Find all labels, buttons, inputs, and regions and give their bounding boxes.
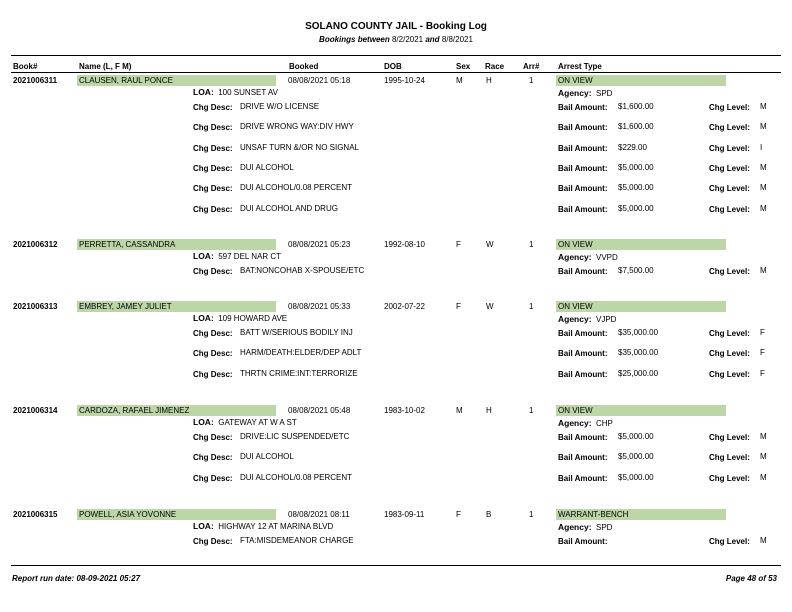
inmate-name: CARDOZA, RAFAEL JIMENEZ	[79, 406, 190, 415]
race: H	[486, 406, 492, 415]
agency	[558, 522, 612, 532]
booked-datetime: 08/08/2021 05:23	[288, 240, 351, 249]
chg-desc-value: UNSAF TURN &/OR NO SIGNAL	[240, 142, 359, 152]
charge-row	[0, 266, 792, 278]
end-date: 8/8/2021	[441, 35, 473, 44]
bail-amount-value: $5,000.00	[618, 183, 654, 193]
bail-amount-label: Bail Amount:	[558, 123, 608, 133]
charge-row	[0, 122, 792, 134]
col-header-dob: DOB	[384, 62, 402, 71]
booked-datetime: 08/08/2021 05:18	[288, 76, 351, 85]
book-number: 2021006314	[13, 406, 58, 415]
arrest-count: 1	[529, 302, 534, 311]
inmate-name: EMBREY, JAMEY JULIET	[79, 302, 172, 311]
chg-level-label: Chg Level:	[709, 369, 750, 379]
bail-amount-value: $5,000.00	[618, 452, 654, 462]
arrest-type-bar	[556, 509, 726, 520]
booking-record	[0, 76, 792, 214]
inmate-name-bar	[77, 301, 276, 312]
bail-amount-label: Bail Amount:	[558, 184, 608, 194]
chg-desc-value: DUI ALCOHOL	[240, 162, 294, 172]
bail-amount-value: $5,000.00	[618, 432, 654, 441]
bail-amount-value: $229.00	[618, 142, 647, 152]
chg-desc-label: Chg Desc:	[193, 433, 233, 442]
date-of-birth: 1995-10-24	[384, 76, 425, 85]
arrest-count: 1	[529, 240, 534, 249]
bail-amount-label: Bail Amount:	[558, 433, 608, 442]
bail-amount-label: Bail Amount:	[558, 369, 608, 379]
bail-amount-label: Bail Amount:	[558, 204, 608, 214]
charge-row	[0, 432, 792, 444]
chg-level-value: M	[760, 122, 767, 132]
arrest-count: 1	[529, 510, 534, 519]
booked-datetime: 08/08/2021 05:33	[288, 302, 351, 311]
chg-desc-label: Chg Desc:	[193, 103, 233, 112]
chg-level-label: Chg Level:	[709, 163, 750, 173]
chg-desc-label: Chg Desc:	[193, 453, 233, 463]
chg-level-value: F	[760, 368, 765, 378]
bail-amount-value: $5,000.00	[618, 162, 654, 172]
and-word: and	[425, 35, 440, 44]
chg-desc-value: FTA:MISDEMEANOR CHARGE	[240, 536, 354, 545]
report-run-date: Report run date: 08-09-2021 05:27	[12, 574, 141, 583]
booking-record	[0, 510, 792, 610]
col-header-race: Race	[485, 62, 505, 71]
bail-amount-label: Bail Amount:	[558, 267, 608, 276]
bail-amount-value: $5,000.00	[618, 472, 654, 482]
col-header-arrest-type: Arrest Type	[558, 62, 602, 71]
chg-desc-label: Chg Desc:	[193, 184, 233, 194]
col-header-name: Name (L, F M)	[79, 62, 132, 71]
arrest-type: ON VIEW	[558, 406, 593, 415]
agency-value: VVPD	[596, 253, 618, 262]
page-number: Page 48 of 53	[725, 574, 777, 583]
inmate-name: CLAUSEN, RAUL PONCE	[79, 76, 173, 85]
chg-level-label: Chg Level:	[709, 267, 750, 276]
subtitle-prefix: Bookings between	[319, 35, 390, 44]
charge-row	[0, 473, 792, 485]
chg-level-value: M	[760, 266, 767, 275]
loa	[193, 87, 278, 97]
bail-amount-value: $7,500.00	[618, 266, 654, 275]
agency	[558, 88, 612, 98]
charge-row	[0, 143, 792, 155]
sex: M	[456, 406, 463, 415]
chg-desc-label: Chg Desc:	[193, 267, 233, 276]
agency	[558, 314, 616, 324]
agency-label: Agency:	[558, 88, 592, 98]
loa	[193, 417, 297, 427]
book-number: 2021006315	[13, 510, 58, 519]
chg-desc-value: DUI ALCOHOL/0.08 PERCENT	[240, 183, 353, 193]
chg-level-label: Chg Level:	[709, 453, 750, 463]
chg-level-label: Chg Level:	[709, 329, 750, 338]
agency-value: CHP	[596, 419, 613, 428]
bail-amount-value: $1,600.00	[618, 102, 654, 111]
inmate-name: PERRETTA, CASSANDRA	[79, 240, 176, 249]
date-of-birth: 1983-09-11	[384, 510, 425, 519]
charge-row	[0, 348, 792, 360]
race: W	[486, 302, 494, 311]
agency-label: Agency:	[558, 522, 592, 532]
bail-amount-label: Bail Amount:	[558, 143, 608, 153]
arrest-type: ON VIEW	[558, 76, 593, 85]
charge-row	[0, 328, 792, 340]
bail-amount-label: Bail Amount:	[558, 163, 608, 173]
bail-amount-label: Bail Amount:	[558, 537, 608, 546]
bail-amount-label: Bail Amount:	[558, 473, 608, 483]
agency	[558, 418, 613, 428]
col-header-booked: Booked	[289, 62, 319, 71]
inmate-name-bar	[77, 405, 276, 416]
arrest-type: ON VIEW	[558, 302, 593, 311]
inmate-name-bar	[77, 509, 276, 520]
charge-row	[0, 369, 792, 381]
date-of-birth: 1992-08-10	[384, 240, 425, 249]
bail-amount-label: Bail Amount:	[558, 349, 608, 359]
chg-level-label: Chg Level:	[709, 349, 750, 359]
book-number: 2021006311	[13, 76, 58, 85]
chg-desc-value: DUI ALCOHOL AND DRUG	[240, 203, 338, 213]
inmate-name: POWELL, ASIA YOVONNE	[79, 510, 177, 519]
chg-level-value: M	[760, 536, 767, 545]
header-bottom-rule	[11, 72, 781, 73]
arrest-type-bar	[556, 405, 726, 416]
report-title: SOLANO COUNTY JAIL - Booking Log	[305, 21, 487, 32]
col-header-sex: Sex	[456, 62, 471, 71]
chg-desc-value: DRIVE:LIC SUSPENDED/ETC	[240, 432, 350, 441]
header-top-rule	[11, 55, 781, 56]
chg-desc-value: HARM/DEATH:ELDER/DEP ADLT	[240, 348, 362, 358]
bail-amount-value: $35,000.00	[618, 328, 659, 337]
chg-desc-label: Chg Desc:	[193, 349, 233, 359]
charge-row	[0, 204, 792, 216]
booked-datetime: 08/08/2021 05:48	[288, 406, 351, 415]
chg-level-value: M	[760, 183, 767, 193]
loa-value: 100 SUNSET AV	[218, 88, 278, 97]
book-number: 2021006312	[13, 240, 58, 249]
chg-desc-value: DRIVE WRONG WAY:DIV HWY	[240, 122, 354, 132]
chg-level-value: M	[760, 432, 767, 441]
arrest-type-bar	[556, 239, 726, 250]
loa-label: LOA:	[193, 313, 214, 323]
footer-rule	[11, 565, 781, 566]
bail-amount-label: Bail Amount:	[558, 329, 608, 338]
sex: F	[456, 510, 461, 519]
charge-row	[0, 163, 792, 175]
date-of-birth: 1983-10-02	[384, 406, 425, 415]
chg-level-label: Chg Level:	[709, 143, 750, 153]
chg-level-value: M	[760, 472, 767, 482]
charge-row	[0, 102, 792, 114]
race: H	[486, 76, 492, 85]
loa	[193, 313, 287, 323]
loa-value: 597 DEL NAR CT	[218, 252, 282, 261]
agency-label: Agency:	[558, 418, 592, 428]
agency	[558, 252, 618, 262]
chg-desc-label: Chg Desc:	[193, 537, 233, 546]
chg-desc-value: THRTN CRIME:INT:TERRORIZE	[240, 368, 358, 378]
chg-level-label: Chg Level:	[709, 537, 750, 546]
chg-desc-label: Chg Desc:	[193, 369, 233, 379]
booking-record	[0, 406, 792, 506]
chg-level-label: Chg Level:	[709, 204, 750, 214]
arrest-type: ON VIEW	[558, 240, 593, 249]
chg-level-value: F	[760, 328, 765, 337]
chg-level-value: I	[760, 142, 763, 152]
chg-desc-value: DRIVE W/O LICENSE	[240, 102, 320, 111]
chg-desc-value: BAT:NONCOHAB X-SPOUSE/ETC	[240, 266, 365, 275]
chg-desc-label: Chg Desc:	[193, 473, 233, 483]
chg-level-label: Chg Level:	[709, 184, 750, 194]
loa	[193, 251, 281, 261]
sex: M	[456, 76, 463, 85]
charge-row	[0, 183, 792, 195]
report-subtitle	[0, 35, 792, 44]
loa-value: GATEWAY AT W A ST	[218, 418, 297, 427]
chg-level-value: F	[760, 348, 765, 358]
charge-row	[0, 452, 792, 464]
arrest-type-bar	[556, 301, 726, 312]
chg-level-value: M	[760, 102, 767, 111]
col-header-arr: Arr#	[523, 62, 540, 71]
arrest-type-bar	[556, 75, 726, 86]
date-of-birth: 2002-07-22	[384, 302, 425, 311]
chg-desc-label: Chg Desc:	[193, 143, 233, 153]
chg-level-label: Chg Level:	[709, 123, 750, 133]
bail-amount-value: $5,000.00	[618, 203, 654, 213]
chg-level-value: M	[760, 452, 767, 462]
race: W	[486, 240, 494, 249]
chg-level-label: Chg Level:	[709, 433, 750, 442]
agency-label: Agency:	[558, 314, 592, 324]
bail-amount-value: $25,000.00	[618, 368, 659, 378]
loa-label: LOA:	[193, 521, 214, 531]
chg-level-label: Chg Level:	[709, 473, 750, 483]
bail-amount-label: Bail Amount:	[558, 103, 608, 112]
agency-value: SPD	[596, 89, 613, 98]
booking-record	[0, 302, 792, 402]
charge-row	[0, 536, 792, 548]
sex: F	[456, 240, 461, 249]
inmate-name-bar	[77, 75, 276, 86]
chg-desc-label: Chg Desc:	[193, 163, 233, 173]
arrest-count: 1	[529, 406, 534, 415]
loa-label: LOA:	[193, 417, 214, 427]
chg-desc-label: Chg Desc:	[193, 204, 233, 214]
bail-amount-value: $35,000.00	[618, 348, 659, 358]
chg-level-value: M	[760, 203, 767, 213]
agency-value: SPD	[596, 523, 613, 532]
booked-datetime: 08/08/2021 08:11	[288, 510, 350, 519]
arrest-count: 1	[529, 76, 534, 85]
start-date: 8/2/2021	[391, 35, 424, 44]
agency-label: Agency:	[558, 252, 592, 262]
loa-label: LOA:	[193, 87, 214, 97]
book-number: 2021006313	[13, 302, 58, 311]
agency-value: VJPD	[596, 315, 617, 324]
loa-value: 109 HOWARD AVE	[218, 314, 288, 323]
chg-desc-value: BATT W/SERIOUS BODILY INJ	[240, 328, 353, 337]
arrest-type: WARRANT-BENCH	[558, 510, 629, 519]
chg-desc-label: Chg Desc:	[193, 329, 233, 338]
chg-desc-value: DUI ALCOHOL/0.08 PERCENT	[240, 472, 353, 482]
sex: F	[456, 302, 461, 311]
bail-amount-value: $1,600.00	[618, 122, 654, 132]
chg-level-value: M	[760, 162, 767, 172]
inmate-name-bar	[77, 239, 276, 250]
chg-desc-label: Chg Desc:	[193, 123, 233, 133]
loa	[193, 521, 333, 531]
chg-level-label: Chg Level:	[709, 103, 750, 112]
loa-value: HIGHWAY 12 AT MARINA BLVD	[218, 522, 334, 531]
race: B	[486, 510, 492, 519]
col-header-book: Book#	[13, 62, 38, 71]
chg-desc-value: DUI ALCOHOL	[240, 452, 294, 462]
bail-amount-label: Bail Amount:	[558, 453, 608, 463]
loa-label: LOA:	[193, 251, 214, 261]
